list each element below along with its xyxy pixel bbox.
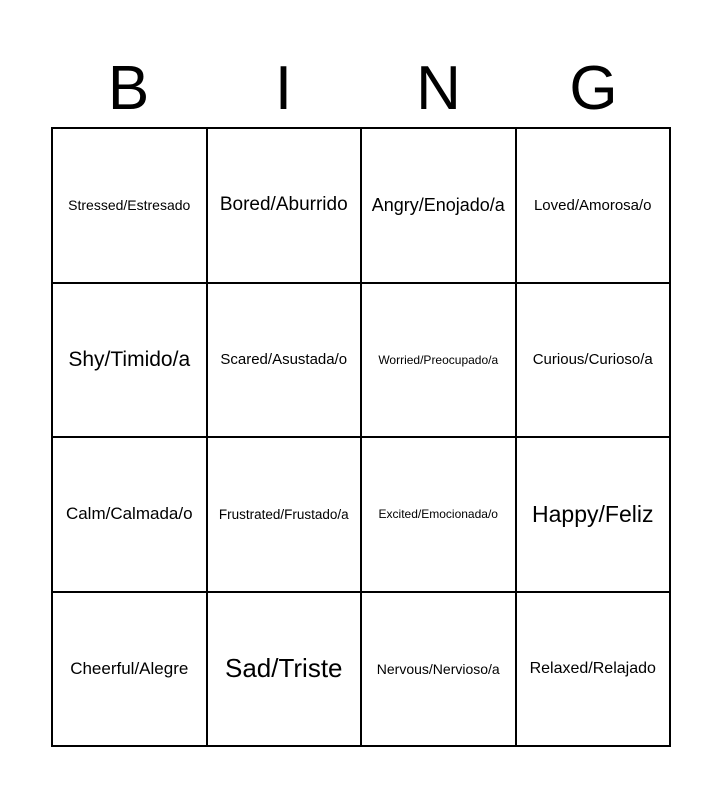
bingo-cell[interactable] [53, 438, 208, 593]
bingo-cell[interactable] [208, 593, 363, 748]
bingo-cell[interactable] [362, 284, 517, 439]
bingo-cell[interactable] [362, 129, 517, 284]
header-letter-n: N [416, 54, 461, 123]
bingo-cell[interactable] [208, 129, 363, 284]
bingo-cell[interactable] [517, 438, 672, 593]
cell-label: Worried/Preocupado/a [378, 352, 499, 367]
cell-label: Nervous/Nervioso/a [376, 660, 500, 677]
cell-label: Frustrated/Frustado/a [218, 506, 349, 522]
cell-label: Curious/Curioso/a [532, 351, 653, 369]
bingo-cell[interactable] [362, 438, 517, 593]
cell-label: Scared/Asustada/o [220, 351, 348, 369]
header-letter-g: G [569, 54, 618, 123]
cell-label: Loved/Amorosa/o [533, 196, 652, 214]
bingo-cell[interactable] [53, 284, 208, 439]
bingo-grid [51, 127, 671, 747]
bingo-cell[interactable] [53, 593, 208, 748]
bingo-cell[interactable] [517, 129, 672, 284]
cell-label: Relaxed/Relajado [529, 659, 656, 677]
cell-label: Angry/Enojado/a [371, 194, 505, 215]
cell-label: Excited/Emocionada/o [378, 507, 498, 522]
bingo-cell[interactable] [362, 593, 517, 748]
bingo-cell[interactable] [208, 438, 363, 593]
cell-label: Happy/Feliz [532, 500, 654, 527]
bingo-cell[interactable] [53, 129, 208, 284]
cell-label: Calm/Calmada/o [65, 504, 193, 524]
bingo-cell[interactable] [517, 284, 672, 439]
bingo-cell[interactable] [208, 284, 363, 439]
cell-label: Sad/Triste [224, 653, 343, 684]
bingo-header [51, 50, 671, 128]
cell-label: Cheerful/Alegre [70, 658, 189, 678]
cell-label: Stressed/Estresado [68, 197, 191, 214]
bingo-cell[interactable] [517, 593, 672, 748]
cell-label: Bored/Aburrido [219, 194, 348, 216]
header-letter-b: B [107, 54, 150, 123]
cell-label: Shy/Timido/a [68, 347, 191, 371]
header-letter-i: I [274, 54, 293, 123]
